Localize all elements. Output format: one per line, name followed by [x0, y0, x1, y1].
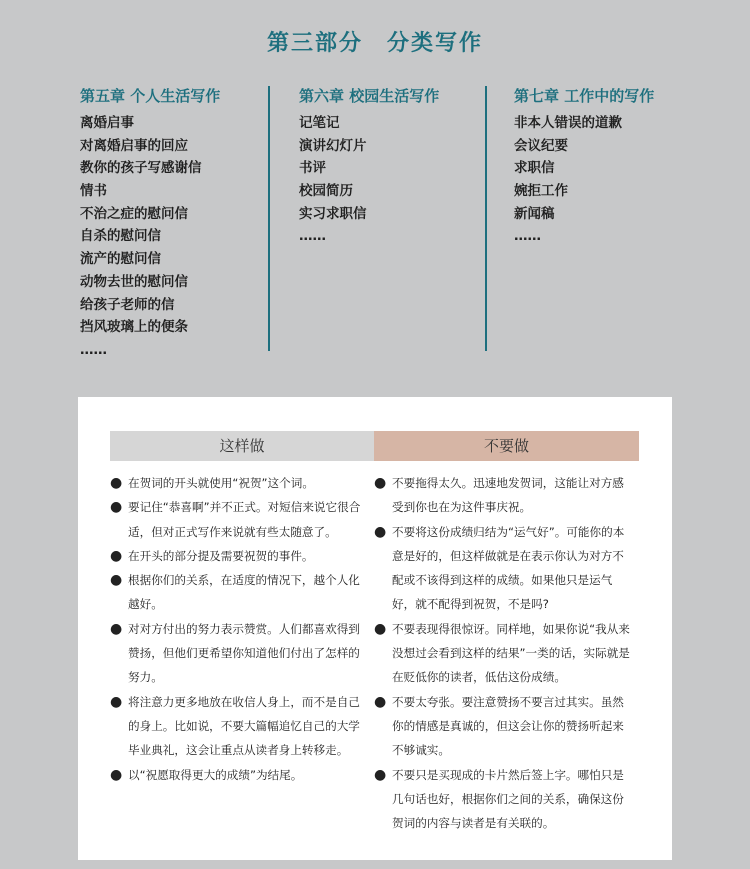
bullet-icon: ●	[374, 523, 387, 540]
do-item-text: 以“祝愿取得更大的成绩”为结尾。	[128, 767, 303, 782]
dont-item	[372, 763, 634, 836]
chapter-item: 求职信	[514, 160, 555, 177]
chapter-item: ……	[80, 341, 107, 358]
chapter-item: 非本人错误的道歉	[514, 115, 622, 131]
chapter-item: ……	[299, 228, 326, 245]
bullet-icon: ●	[110, 766, 123, 783]
dont-item-text: 不要太夸张。要注意赞扬不要言过其实。虽然你的情感是真诚的，但这会让你的赞扬听起来不够诚实。	[392, 694, 624, 758]
dont-item-text: 不要表现得很惊讶。同样地，如果你说“我从来没想过会看到这样的结果”一类的话，实际就是在贬低你的读者，低估这份成绩。	[392, 621, 630, 685]
bullet-icon: ●	[110, 499, 123, 516]
do-item-text: 在贺词的开头就使用“祝贺”这个词。	[128, 476, 314, 490]
bullet-icon: ●	[110, 547, 123, 564]
bullet-icon: ●	[374, 693, 387, 710]
do-item-text: 在开头的部分提及需要祝贺的事件。	[128, 548, 314, 563]
do-column	[108, 471, 370, 787]
column-divider	[485, 86, 487, 351]
chapter-item: 自杀的慰问信	[80, 228, 161, 245]
do-item-text: 要记住“恭喜啊”并不正式。对短信来说它很合适，但对正式写作来说就有些太随意了。	[128, 500, 361, 539]
chapter-title: 第七章 工作中的写作	[514, 87, 655, 105]
do-item-text: 将注意力更多地放在收信人身上，而不是自己的身上。比如说，不要大篇幅追忆自己的大学毕业典礼，这会让重点从读者身上转移走。	[128, 694, 360, 758]
dont-header: 不要做	[374, 431, 639, 461]
bullet-icon: ●	[110, 572, 123, 589]
chapter-item: 离婚启事	[80, 115, 134, 131]
do-item-text: 根据你们的关系，在适度的情况下，越个人化越好。	[128, 573, 360, 612]
bullet-icon: ●	[374, 475, 387, 491]
chapter-item: 流产的慰问信	[80, 251, 161, 268]
chapter-item: 给孩子老师的信	[80, 296, 175, 313]
dont-item	[372, 617, 634, 690]
chapter-list	[80, 112, 220, 362]
do-header: 这样做	[110, 431, 374, 461]
do-item	[108, 495, 370, 544]
chapter-item: 挡风玻璃上的便条	[80, 319, 188, 336]
chapter-item: 对离婚启事的回应	[80, 137, 188, 154]
do-item	[108, 568, 370, 617]
chapter-list	[299, 112, 439, 248]
dont-item	[372, 520, 634, 617]
do-item	[108, 471, 370, 495]
chapter-item: 实习求职信	[299, 205, 367, 222]
bullet-icon: ●	[110, 620, 123, 637]
do-dont-panel	[78, 397, 672, 860]
chapter-item: 记笔记	[299, 115, 340, 131]
chapter-item: 会议纪要	[514, 137, 568, 154]
chapter-list	[514, 112, 654, 248]
dont-item	[372, 690, 634, 763]
dont-column	[372, 471, 634, 835]
chapter-item: 情书	[80, 183, 107, 200]
dont-item-text: 不要只是买现成的卡片然后签上字。哪怕只是几句话也好，根据你们之间的关系，确保这份贺词的内容与读者是有关联的。	[392, 767, 624, 831]
chapter-item: ……	[514, 228, 541, 245]
bullet-icon: ●	[110, 693, 123, 710]
chapter-item: 校园简历	[299, 183, 353, 200]
chapter-columns	[0, 86, 750, 356]
do-item	[108, 544, 370, 568]
chapter-item: 不治之症的慰问信	[80, 205, 188, 222]
dont-item	[372, 471, 634, 520]
chapter-title: 第六章 校园生活写作	[299, 87, 440, 105]
chapter-7	[514, 86, 654, 248]
bullet-icon: ●	[374, 620, 387, 637]
chapter-item: 婉拒工作	[514, 183, 568, 200]
do-item	[108, 763, 370, 787]
chapter-item: 演讲幻灯片	[299, 137, 367, 154]
dont-item-text: 不要拖得太久。迅速地发贺词，这能让对方感受到你也在为这件事庆祝。	[392, 476, 624, 515]
part-title: 第三部分 分类写作	[266, 31, 483, 56]
chapter-item: 教你的孩子写感谢信	[80, 160, 202, 177]
do-item	[108, 690, 370, 763]
chapter-title: 第五章 个人生活写作	[80, 87, 221, 105]
chapter-item: 书评	[299, 160, 326, 177]
chapter-item: 动物去世的慰问信	[80, 273, 188, 290]
column-divider	[268, 86, 270, 351]
bullet-icon: ●	[374, 766, 387, 783]
do-item	[108, 617, 370, 690]
chapter-6	[299, 86, 439, 248]
chapter-item: 新闻稿	[514, 205, 555, 222]
dont-item-text: 不要将这份成绩归结为“运气好”。可能你的本意是好的，但这样做就是在表示你认为对方不配或不该得到这样的成绩。如果他只是运气好，就不配得到祝贺，不是吗?	[392, 524, 625, 612]
do-item-text: 对对方付出的努力表示赞赏。人们都喜欢得到赞扬，但他们更希望你知道他们付出了怎样的努力。	[128, 621, 360, 685]
chapter-5	[80, 86, 220, 362]
bullet-icon: ●	[110, 475, 123, 491]
